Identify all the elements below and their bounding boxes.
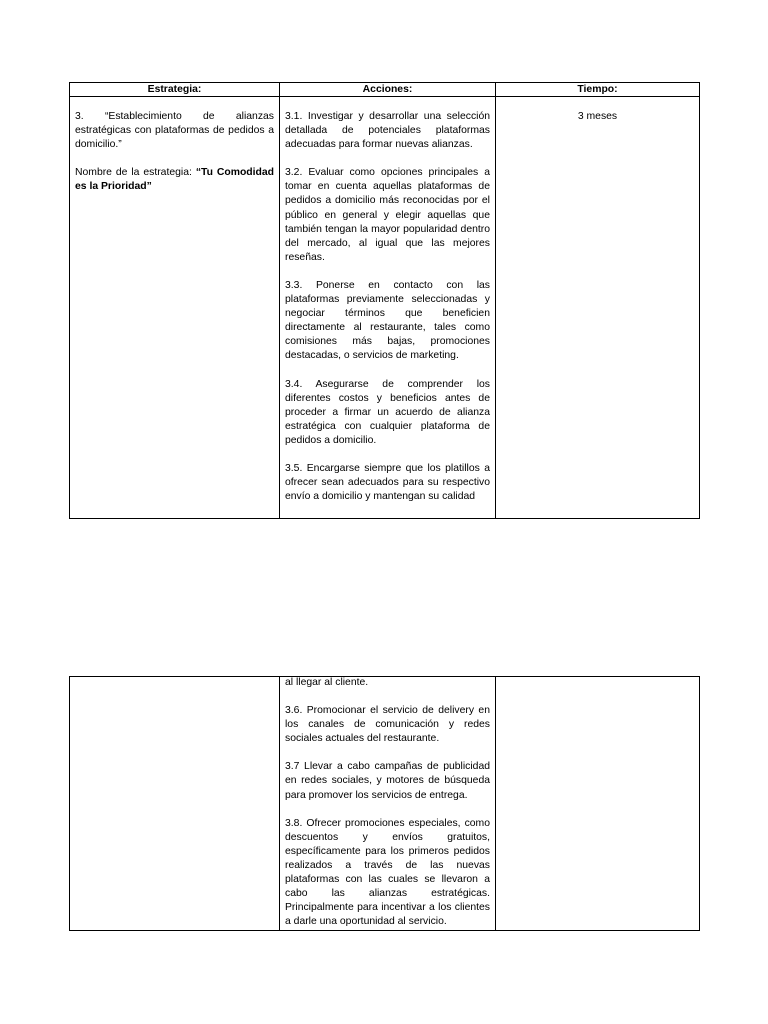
accion-item: 3.4. Asegurarse de comprender los diferentes costos y beneficios antes de proceder a firmar un acuerdo de alianza estratégica con cualquier plataforma de pedidos a domicilio. <box>285 378 490 446</box>
accion-continuacion: al llegar al cliente. <box>285 677 369 688</box>
acciones-cell <box>280 97 496 519</box>
accion-item: 3.2. Evaluar como opciones principales a tomar en cuenta aquellas plataformas de pedidos a domicilio más reconocidas por el público en general y elegir aquellas que también tengan la mayor popularidad dentro del mercado, al igual que las mejores reseñas. <box>285 167 490 263</box>
estrategia-nombre-valor: “Tu Comodidad es la Prioridad” <box>75 167 274 193</box>
tiempo-value: 3 meses <box>577 111 618 122</box>
accion-item: 3.1. Investigar y desarrollar una selección detallada de potenciales plataformas adecuadas para formar nuevas alianzas. <box>285 111 490 151</box>
estrategia-cell-empty <box>70 677 280 931</box>
table-header-row <box>70 83 700 97</box>
header-tiempo: Tiempo: <box>496 83 700 97</box>
tiempo-cell <box>496 97 700 519</box>
estrategia-nombre-label: Nombre de la estrategia: <box>75 167 196 179</box>
accion-item: 3.7 Llevar a cabo campañas de publicidad en redes sociales, y motores de búsqueda para promover los servicios de entrega. <box>285 761 490 801</box>
acciones-cell <box>280 677 496 931</box>
accion-item: 3.5. Encargarse siempre que los platillos a ofrecer sean adecuados para su respectivo envío a domicilio y mantengan su calidad <box>285 462 490 503</box>
table-row <box>70 97 700 519</box>
accion-item: 3.6. Promocionar el servicio de delivery en los canales de comunicación y redes sociales actuales del restaurante. <box>285 705 490 745</box>
estrategia-cell <box>70 97 280 519</box>
table-row <box>70 677 700 931</box>
estrategia-nombre <box>75 166 274 194</box>
estrategia-descripcion: 3. “Establecimiento de alianzas estratégicas con plataformas de pedidos a domicilio.” <box>75 111 274 151</box>
strategy-table <box>69 82 700 519</box>
header-estrategia: Estrategia: <box>70 83 280 97</box>
tiempo-cell-empty <box>496 677 700 931</box>
strategy-table-continuation <box>69 676 700 931</box>
accion-item: 3.8. Ofrecer promociones especiales, como descuentos y envíos gratuitos, específicamente para los primeros pedidos realizados a través de las nuevas plataformas con las cuales se llevaron a cabo las alianzas estratégicas. Principalmente para incentivar a los clientes a darle una oportunidad al servicio. <box>285 817 490 928</box>
header-acciones: Acciones: <box>280 83 496 97</box>
accion-item: 3.3. Ponerse en contacto con las plataformas previamente seleccionadas y negociar términos que beneficien directamente al restaurante, tales como comisiones más bajas, promociones destacadas, o servicios de marketing. <box>285 279 490 362</box>
